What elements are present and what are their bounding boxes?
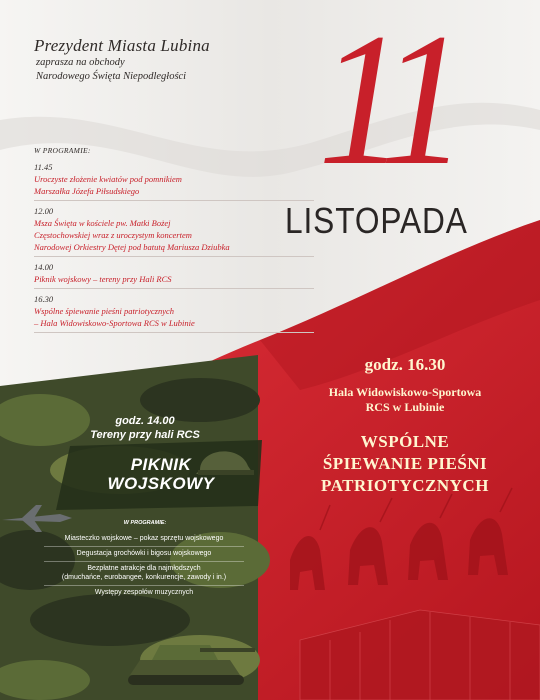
military-time: godz. 14.00 bbox=[115, 415, 175, 427]
military-program-list bbox=[44, 532, 244, 600]
program-item bbox=[34, 160, 314, 201]
concert-venue: Hala Widowiskowo-Sportowa RCS w Lubinie bbox=[328, 385, 482, 414]
day-number: 11 bbox=[318, 0, 455, 205]
program-time: 16.30 bbox=[34, 294, 54, 304]
concert-info bbox=[290, 355, 520, 497]
military-program-item: Degustacja grochówki i bigosu wojskowego bbox=[44, 547, 244, 562]
program-list bbox=[34, 160, 314, 336]
program-item bbox=[34, 204, 314, 257]
invite-line-1: zaprasza na obchody bbox=[36, 57, 125, 68]
program-desc: Msza Święta w kościele pw. Matki Bożej Częstochowskiej wraz z uroczystym koncertem Narodowej Orkiestry Dętej pod batutą Mariusza Dziubka bbox=[34, 218, 230, 252]
program-heading: W PROGRAMIE: bbox=[34, 146, 91, 155]
program-desc: Wspólne śpiewanie pieśni patriotycznych – Hala Widowiskowo-Sportowa RCS w Lubinie bbox=[34, 306, 195, 328]
program-item bbox=[34, 292, 314, 333]
program-time: 11.45 bbox=[34, 162, 53, 172]
concert-event-title: WSPÓLNE ŚPIEWANIE PIEŚNI PATRIOTYCZNYCH bbox=[321, 432, 489, 495]
header bbox=[34, 36, 334, 84]
military-title: PIKNIK WOJSKOWY bbox=[107, 455, 215, 493]
concert-time: godz. 16.30 bbox=[364, 355, 446, 374]
program-item bbox=[34, 260, 314, 289]
date-month: LISTOPADA bbox=[285, 200, 468, 241]
military-header bbox=[60, 414, 230, 442]
program-time: 12.00 bbox=[34, 206, 54, 216]
program-time: 14.00 bbox=[34, 262, 54, 272]
military-program-item: Występy zespołów muzycznych bbox=[94, 589, 194, 596]
organizer-title: Prezydent Miasta Lubina bbox=[34, 36, 210, 55]
invite-line-2: Narodowego Święta Niepodległości bbox=[36, 71, 187, 82]
military-program-heading: W PROGRAMIE: bbox=[123, 520, 167, 526]
program-desc: Piknik wojskowy – tereny przy Hali RCS bbox=[34, 274, 172, 284]
date-day bbox=[318, 0, 488, 210]
program-desc: Uroczyste złożenie kwiatów pod pomnikiem Marszałka Józefa Piłsudskiego bbox=[34, 174, 182, 196]
military-program-item: Bezpłatne atrakcje dla najmłodszych (dmuchańce, eurobangee, konkurencje, zawody i in.) bbox=[44, 562, 244, 586]
military-program-item: Miasteczko wojskowe – pokaz sprzętu wojskowego bbox=[44, 532, 244, 547]
military-place: Tereny przy hali RCS bbox=[90, 429, 200, 441]
